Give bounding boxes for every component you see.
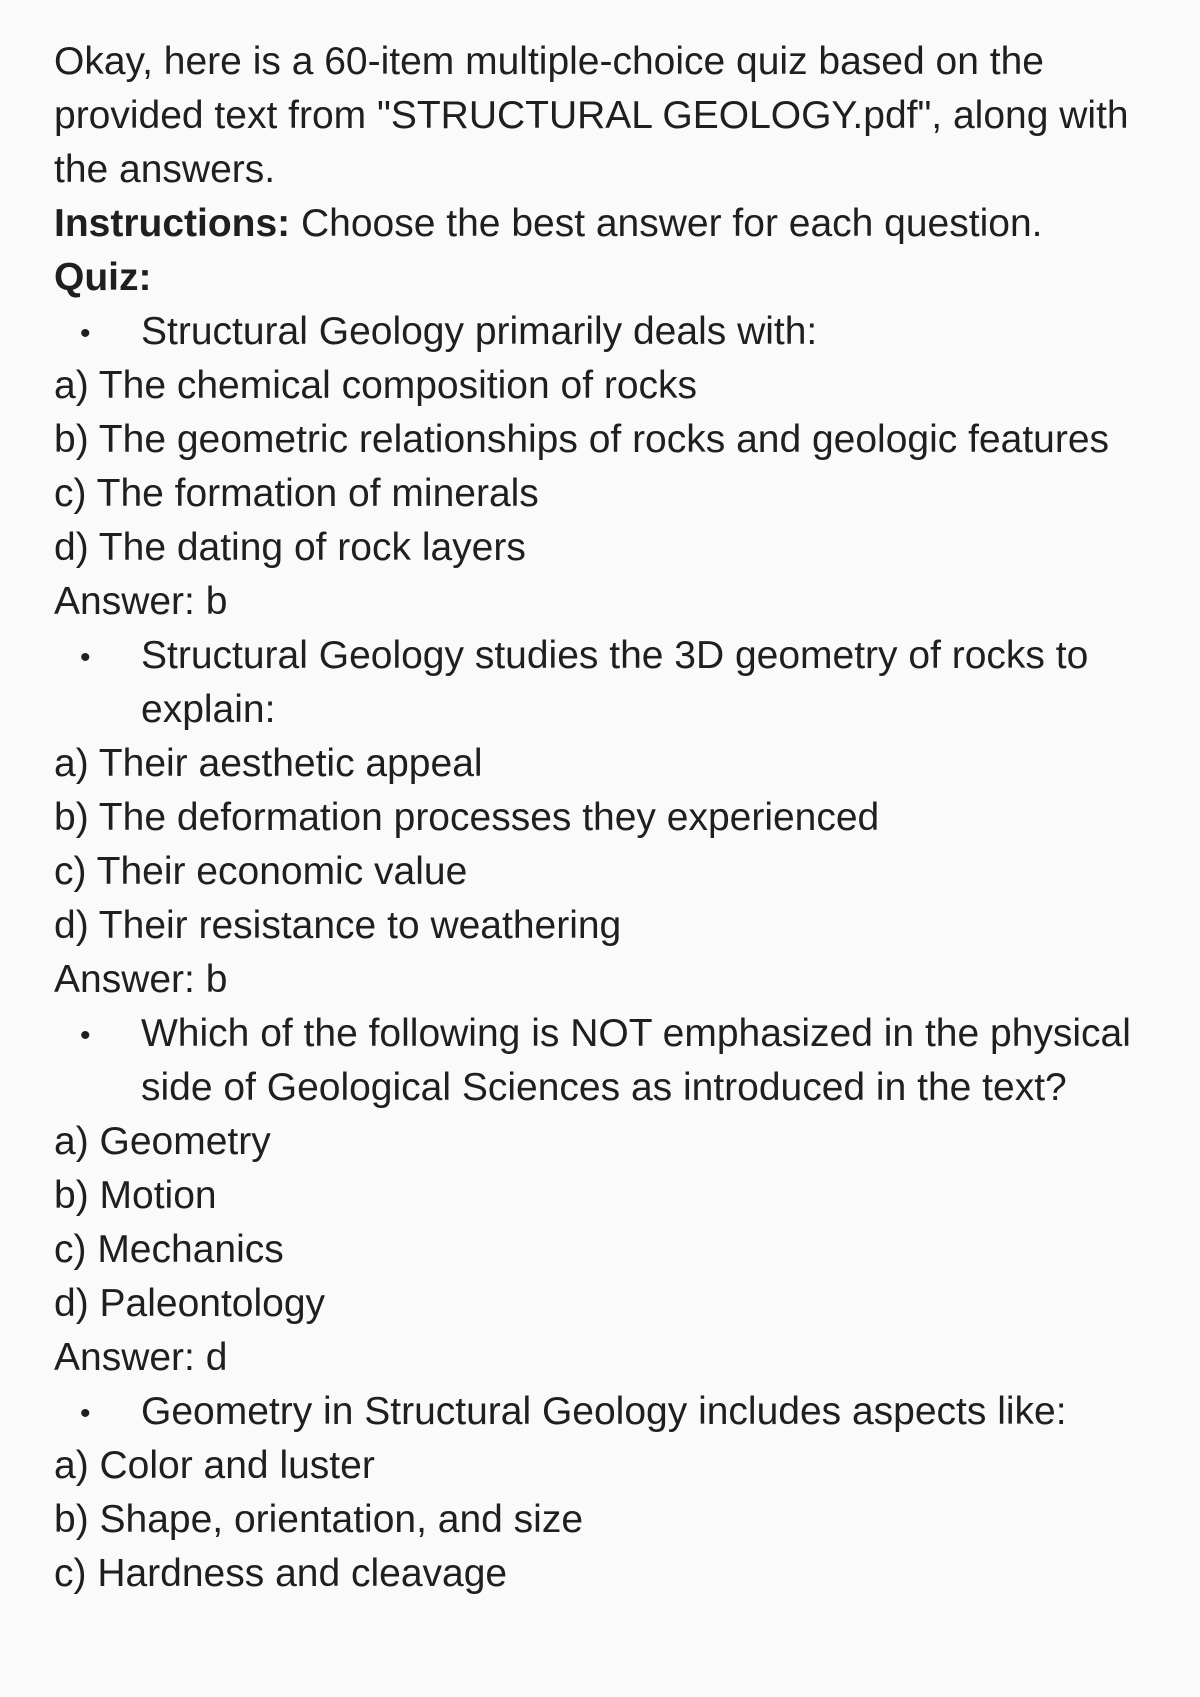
option-c: c) Mechanics	[54, 1228, 284, 1271]
quiz-heading: Quiz:	[54, 256, 152, 299]
option-b: b) Motion	[54, 1174, 217, 1217]
question-label: Structural Geology primarily deals with:	[141, 310, 818, 353]
option-a: a) The chemical composition of rocks	[54, 364, 698, 407]
option-a: a) Color and luster	[54, 1444, 375, 1487]
option-d: d) The dating of rock layers	[54, 526, 526, 569]
question-label: Structural Geology studies the 3D geometry of rocks to explain:	[141, 634, 1089, 731]
option-a: a) Their aesthetic appeal	[54, 742, 483, 785]
question-block	[54, 1007, 1160, 1385]
question-block	[54, 1385, 1160, 1601]
answer-line: Answer: b	[54, 580, 228, 623]
question-text	[54, 305, 1151, 359]
question-text	[54, 1385, 1151, 1439]
answer-line: Answer: b	[54, 958, 228, 1001]
bullet-icon: •	[80, 1019, 91, 1052]
intro-paragraph: Okay, here is a 60-item multiple-choice quiz based on the provided text from "STRUCTURAL GEOLOGY.pdf", along with the answers.	[54, 40, 1129, 191]
question-text	[54, 1007, 1151, 1115]
bullet-icon: •	[80, 317, 91, 350]
instructions-label: Instructions:	[54, 202, 291, 245]
question-label: Geometry in Structural Geology includes aspects like:	[141, 1390, 1067, 1433]
bullet-icon: •	[80, 641, 91, 674]
option-a: a) Geometry	[54, 1120, 271, 1163]
option-c: c) Hardness and cleavage	[54, 1552, 508, 1595]
question-text	[54, 629, 1151, 737]
instructions-text: Choose the best answer for each question.	[290, 202, 1043, 245]
bullet-icon: •	[80, 1397, 91, 1430]
question-label: Which of the following is NOT emphasized in the physical side of Geological Sciences as introduced in the text?	[141, 1012, 1131, 1109]
option-d: d) Paleontology	[54, 1282, 326, 1325]
option-c: c) The formation of minerals	[54, 472, 539, 515]
instructions-line	[54, 197, 1160, 251]
question-block	[54, 305, 1160, 629]
option-c: c) Their economic value	[54, 850, 468, 893]
option-d: d) Their resistance to weathering	[54, 904, 622, 947]
option-b: b) The deformation processes they experienced	[54, 796, 880, 839]
option-b: b) Shape, orientation, and size	[54, 1498, 584, 1541]
answer-line: Answer: d	[54, 1336, 228, 1379]
option-b: b) The geometric relationships of rocks and geologic features	[54, 418, 1110, 461]
question-block	[54, 629, 1160, 1007]
